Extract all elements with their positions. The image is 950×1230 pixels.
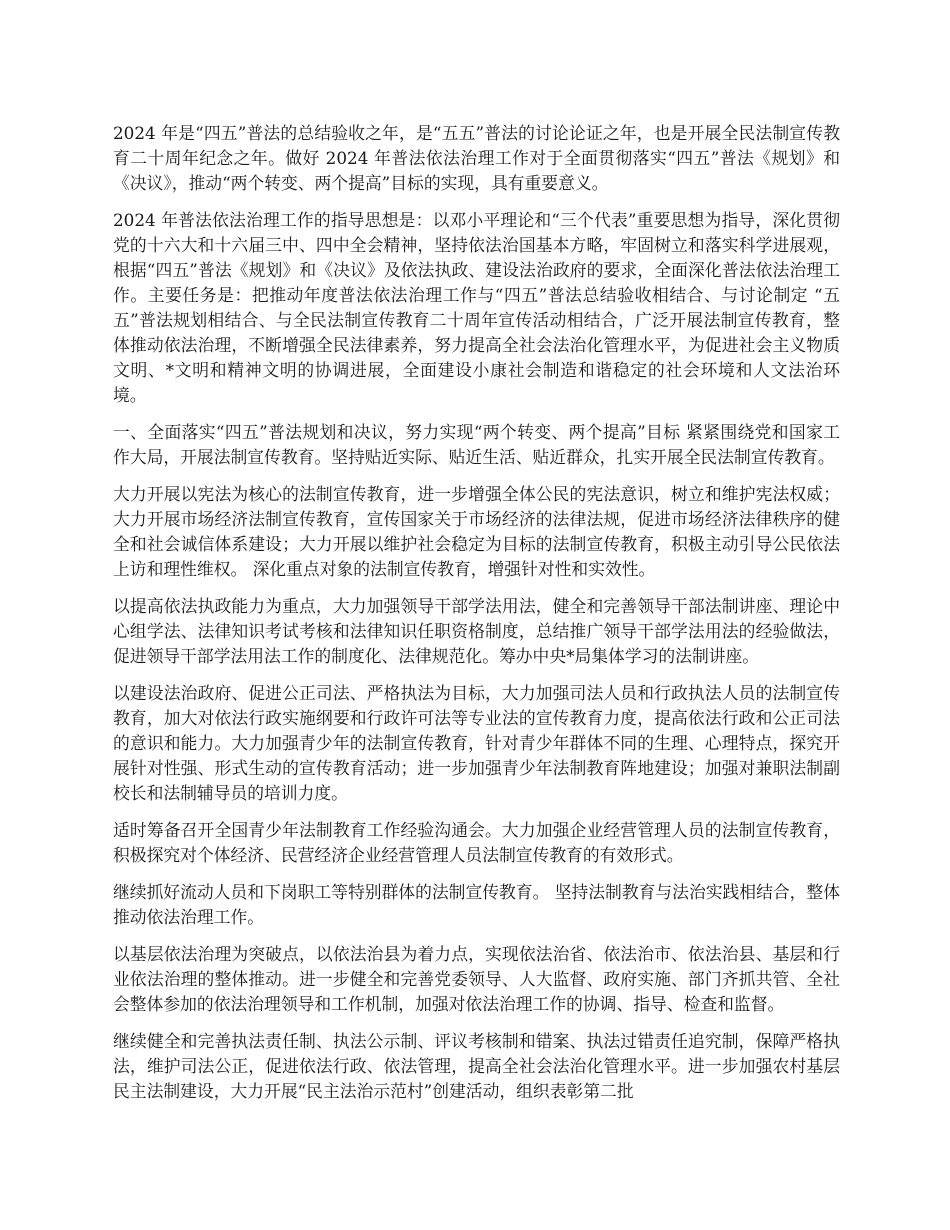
paragraph-10: 继续健全和完善执法责任制、执法公示制、评议考核制和错案、执法过错责任追究制，保障严格执法，维护司法公正，促进依法行政、依法管理，提高全社会法治化管理水平。进一步加强农村基层民主法制建设，大力开展“民主法治示范村”创建活动，组织表彰第二批 [113,1031,840,1101]
paragraph-7: 适时筹备召开全国青少年法制教育工作经验沟通会。大力加强企业经营管理人员的法制宣传教育，积极探究对个体经济、民营经济企业经营管理人员法制宣传教育的有效形式。 [113,820,840,865]
paragraph-6: 以建设法治政府、促进公正司法、严格执法为目标，大力加强司法人员和行政执法人员的法制宣传教育，加大对依法行政实施纲要和行政许可法等专业法的宣传教育力度，提高依法行政和公正司法的意识和能力。大力加强青少年的法制宣传教育，针对青少年群体不同的生理、心理特点，探究开展针对性强、形式生动的宣传教育活动；进一步加强青少年法制教育阵地建设；加强对兼职法制副校长和法制辅导员的培训力度。 [113,683,840,803]
paragraph-8: 继续抓好流动人员和下岗职工等特别群体的法制宣传教育。 坚持法制教育与法治实践相结合，整体推动依法治理工作。 [113,882,840,927]
paragraph-5: 以提高依法执政能力为重点，大力加强领导干部学法用法，健全和完善领导干部法制讲座、理论中心组学法、法律知识考试考核和法律知识任职资格制度，总结推广领导干部学法用法的经验做法，促进领导干部学法用法工作的制度化、法律规范化。筹办中央*局集体学习的法制讲座。 [113,596,840,666]
paragraph-2: 2024 年普法依法治理工作的指导思想是：以邓小平理论和“三个代表”重要思想为指导，深化贯彻党的十六大和十六届三中、四中全会精神，坚持依法治国基本方略，牢固树立和落实科学进展观，根据“四五”普法《规划》和《决议》及依法执政、建设法治政府的要求，全面深化普法依法治理工作。主要任务是：把推动年度普法依法治理工作与“四五”普法总结验收相结合、与讨论制定 “五五”普法规划相结合、与全民法制宣传教育二十周年宣传活动相结合，广泛开展法制宣传教育，整体推动依法治理，不断增强全民法律素养，努力提高全社会法治化管理水平，为促进社会主义物质文明、*文明和精神文明的协调进展，全面建设小康社会制造和谐稳定的社会环境和人文法治环境。 [113,210,840,405]
paragraph-3: 一、全面落实“四五”普法规划和决议，努力实现“两个转变、两个提高”目标 紧紧围绕党和国家工作大局，开展法制宣传教育。坚持贴近实际、贴近生活、贴近群众，扎实开展全民法制宣传教育。 [113,422,840,467]
paragraph-4: 大力开展以宪法为核心的法制宣传教育，进一步增强全体公民的宪法意识，树立和维护宪法权威；大力开展市场经济法制宣传教育，宣传国家关于市场经济的法律法规，促进市场经济法律秩序的健全和社会诚信体系建设；大力开展以维护社会稳定为目标的法制宣传教育，积极主动引导公民依法上访和理性维权。 深化重点对象的法制宣传教育，增强针对性和实效性。 [113,484,840,579]
paragraph-9: 以基层依法治理为突破点，以依法治县为着力点，实现依法治省、依法治市、依法治县、基层和行业依法治理的整体推动。进一步健全和完善党委领导、人大监督、政府实施、部门齐抓共管、全社会整体参加的依法治理领导和工作机制，加强对依法治理工作的协调、指导、检查和监督。 [113,944,840,1014]
paragraph-1: 2024 年是“四五”普法的总结验收之年，是“五五”普法的讨论论证之年，也是开展全民法制宣传教育二十周年纪念之年。做好 2024 年普法依法治理工作对于全面贯彻落实“四五”普法《规划》和《决议》，推动“两个转变、两个提高”目标的实现，具有重要意义。 [113,123,840,193]
document-body [113,121,840,1116]
